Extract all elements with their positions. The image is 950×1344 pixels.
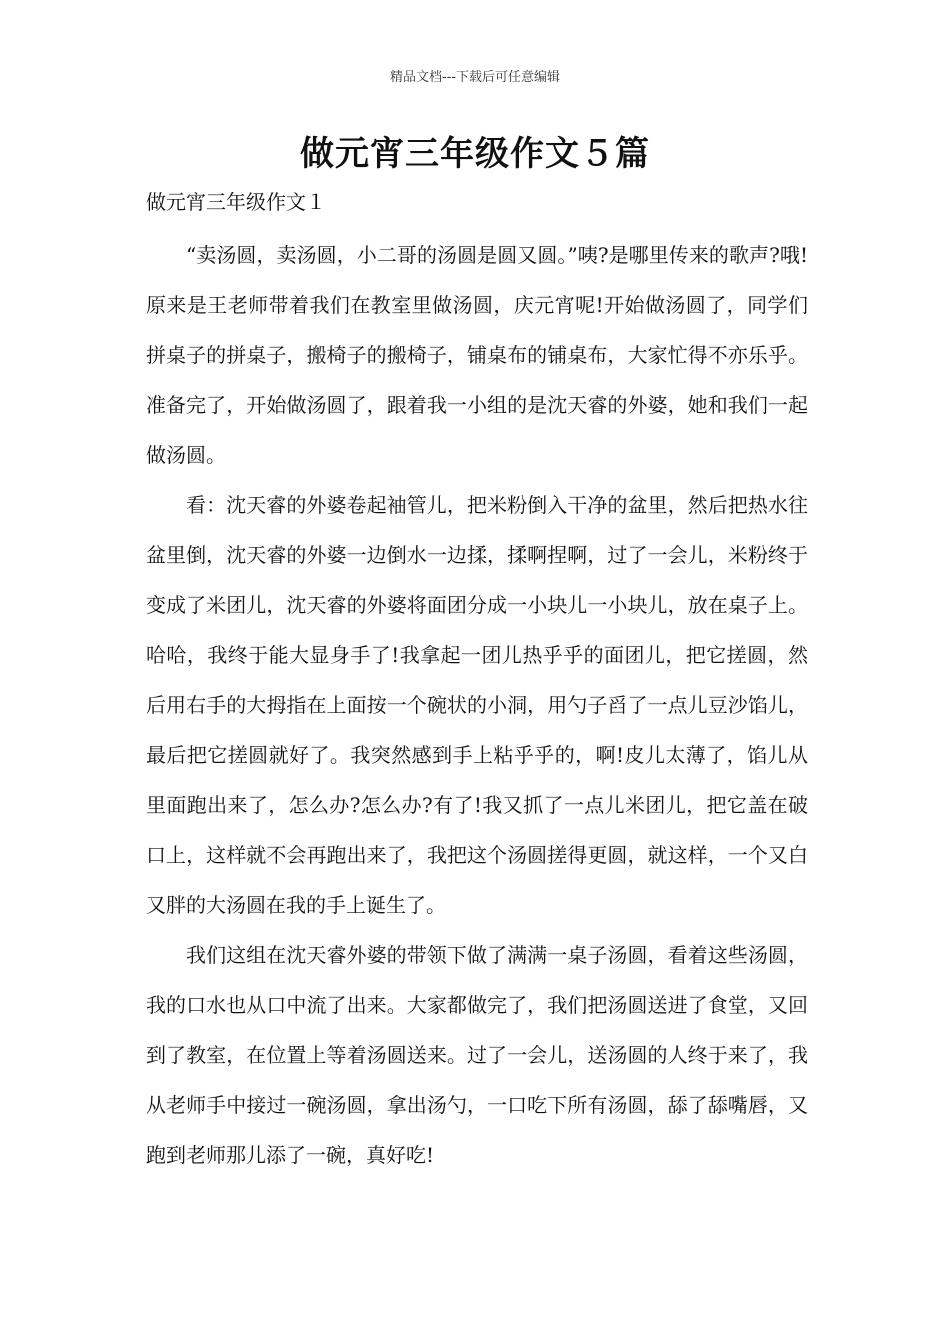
- paragraph: 看：沈天睿的外婆卷起袖管儿，把米粉倒入干净的盆里，然后把热水往盆里倒，沈天睿的外婆一边倒水一边揉，揉啊捏啊，过了一会儿，米粉终于变成了米团儿，沈天睿的外婆将面团分成一小块儿一小块儿，放在桌子上。哈哈，我终于能大显身手了!我拿起一团儿热乎乎的面团儿，把它搓圆，然后用右手的大拇指在上面按一个碗状的小洞，用勺子舀了一点儿豆沙馅儿，最后把它搓圆就好了。我突然感到手上粘乎乎的，啊!皮儿太薄了，馅儿从里面跑出来了，怎么办?怎么办?有了!我又抓了一点儿米团儿，把它盖在破口上，这样就不会再跑出来了，我把这个汤圆搓得更圆，就这样，一个又白又胖的大汤圆在我的手上诞生了。: [146, 493, 808, 917]
- header-note: 精品文档---下载后可任意编辑: [389, 70, 561, 85]
- paragraph: “卖汤圆，卖汤圆，小二哥的汤圆是圆又圆。”咦?是哪里传来的歌声?哦!原来是王老师带着我们在教室里做汤圆，庆元宵呢!开始做汤圆了，同学们拼桌子的拼桌子，搬椅子的搬椅子，铺桌布的铺桌布，大家忙得不亦乐乎。准备完了，开始做汤圆了，跟着我一小组的是沈天睿的外婆，她和我们一起做汤圆。: [146, 243, 808, 467]
- document-body: [146, 230, 808, 1180]
- paragraph: 我们这组在沈天睿外婆的带领下做了满满一桌子汤圆，看着这些汤圆，我的口水也从口中流了出来。大家都做完了，我们把汤圆送进了食堂，又回到了教室，在位置上等着汤圆送来。过了一会儿，送汤圆的人终于来了，我从老师手中接过一碗汤圆，拿出汤勺，一口吃下所有汤圆，舔了舔嘴唇，又跑到老师那儿添了一碗，真好吃!: [146, 943, 808, 1167]
- essay-subtitle: 做元宵三年级作文１: [146, 190, 326, 214]
- document-title: 做元宵三年级作文５篇: [300, 134, 650, 174]
